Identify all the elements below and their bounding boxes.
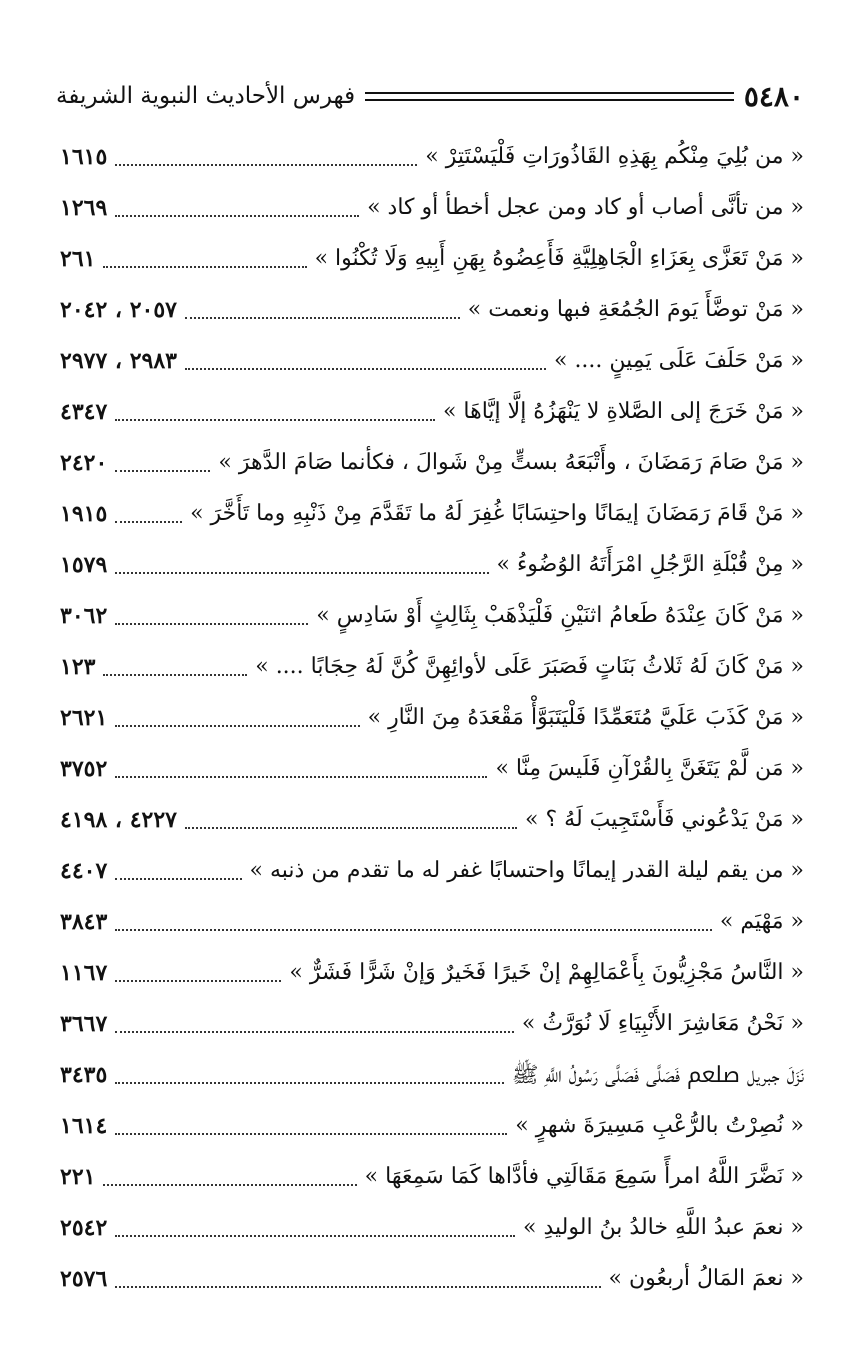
hadith-text: « مَنْ كَانَ عِنْدَهُ طَعامُ اثنَيْنِ فَلْيَذْهَبْ بِثَالِثٍ أَوْ سَادِسٍ »	[316, 603, 804, 628]
list-item	[60, 284, 804, 335]
dot-leader	[115, 164, 417, 166]
list-item	[60, 1151, 804, 1202]
dot-leader	[115, 623, 308, 625]
dot-leader	[185, 827, 517, 829]
hadith-text: « نُصِرْتُ بالرُّعْبِ مَسِيرَةَ شهرٍ »	[515, 1113, 804, 1138]
list-item	[60, 335, 804, 386]
dot-leader	[115, 215, 359, 217]
hadith-refs: ٢٥٤٢	[60, 1214, 108, 1241]
dot-leader	[115, 980, 281, 982]
list-item	[60, 692, 804, 743]
list-item	[60, 845, 804, 896]
header-rule	[365, 92, 734, 101]
hadith-text: « نَحْنُ مَعَاشِرَ الأَنْبِيَاءِ لَا نُوَرَّثُ »	[521, 1011, 804, 1036]
hadith-refs: ٢٩٨٣ ، ٢٩٧٧	[60, 347, 177, 374]
dot-leader	[115, 419, 435, 421]
hadith-text: « مِنْ قُبْلَةِ الرَّجُلِ امْرَأَتَهُ الوُضُوءُ »	[496, 552, 804, 577]
dot-leader	[115, 725, 359, 727]
list-item	[60, 743, 804, 794]
hadith-text: « مَنْ كَذَبَ عَلَيَّ مُتَعَمِّدًا فَلْيَتَبَوَّأْ مَقْعَدَهُ مِنَ النَّارِ »	[367, 705, 804, 730]
hadith-refs: ٢٢١	[60, 1163, 96, 1190]
page-number: ٥٤٨٠	[743, 79, 804, 113]
hadith-text: « نعمَ المَالُ أربعُون »	[608, 1266, 804, 1291]
hadith-text: « مَنْ حَلَفَ عَلَى يَمِينٍ .... »	[553, 348, 804, 373]
hadith-refs: ١٢٦٩	[60, 194, 108, 221]
hadith-refs: ٣٨٤٣	[60, 908, 108, 935]
hadith-index-list	[60, 131, 804, 1304]
hadith-refs: ٣٤٣٥	[60, 1061, 108, 1088]
hadith-text: « مَنْ قَامَ رَمَضَانَ إيمَانًا واحتِسَابًا غُفِرَ لَهُ ما تَقَدَّمَ مِنْ ذَنْبِهِ وما تَأَخَّرَ »	[190, 501, 804, 526]
list-item	[60, 386, 804, 437]
dot-leader	[115, 776, 487, 778]
dot-leader	[103, 266, 306, 268]
dot-leader	[115, 929, 712, 931]
hadith-refs: ٤٤٠٧	[60, 857, 108, 884]
list-item	[60, 233, 804, 284]
dot-leader	[115, 572, 488, 574]
hadith-text: « نعمَ عبدُ اللَّهِ خالدُ بنُ الوليدِ »	[523, 1215, 804, 1240]
dot-leader	[115, 878, 241, 880]
hadith-text: « النَّاسُ مَجْزِيُّونَ بِأَعْمَالِهِمْ إنْ خَيرًا فَخَيرٌ وَإنْ شَرًّا فَشَرٌّ »	[289, 960, 804, 985]
hadith-text: « مَنْ يَدْعُوني فَأَسْتَجِيبَ لَهُ ؟ »	[525, 807, 804, 832]
hadith-text: « من يقم ليلة القدر إيمانًا واحتسابًا غفر له ما تقدم من ذنبه »	[249, 858, 804, 883]
list-item	[60, 998, 804, 1049]
list-item	[60, 131, 804, 182]
hadith-refs: ٢٥٧٦	[60, 1265, 108, 1292]
list-item	[60, 896, 804, 947]
list-item	[60, 488, 804, 539]
page-header	[56, 76, 804, 116]
hadith-refs: ٣٧٥٢	[60, 755, 108, 782]
hadith-refs: ٣٦٦٧	[60, 1010, 108, 1037]
hadith-refs: ١٥٧٩	[60, 551, 108, 578]
hadith-text: « من تأنَّى أصاب أو كاد ومن عجل أخطأ أو كاد »	[367, 195, 804, 220]
list-item	[60, 1049, 804, 1100]
dot-leader	[103, 1184, 356, 1186]
dot-leader	[115, 1286, 600, 1288]
running-title: فهرس الأحاديث النبوية الشريفة	[56, 83, 356, 109]
hadith-text: « من بُلِيَ مِنْكُم بِهَذِهِ القَاذُورَاتِ فَلْيَسْتَتِرْ »	[425, 144, 804, 169]
hadith-refs: ١٢٣	[60, 653, 96, 680]
hadith-refs: ٣٠٦٢	[60, 602, 108, 629]
dot-leader	[115, 1133, 507, 1135]
hadith-text: « مَنْ كَانَ لَهُ ثَلاثُ بَنَاتٍ فَصَبَرَ عَلَى لأوائِهِنَّ كُنَّ لَهُ حِجَابًا .... »	[255, 654, 804, 679]
hadith-text: « مَنْ توضَّأَ يَومَ الجُمُعَةِ فبها ونعمت »	[467, 297, 804, 322]
dot-leader	[115, 1082, 504, 1084]
dot-leader	[185, 317, 460, 319]
hadith-refs: ٤٣٤٧	[60, 398, 108, 425]
dot-leader	[115, 1235, 515, 1237]
hadith-refs: ٤٢٢٧ ، ٤١٩٨	[60, 806, 177, 833]
list-item	[60, 794, 804, 845]
hadith-refs: ٢٠٥٧ ، ٢٠٤٢	[60, 296, 177, 323]
dot-leader	[115, 470, 210, 472]
list-item	[60, 590, 804, 641]
list-item	[60, 1100, 804, 1151]
hadith-text: « مَنْ صَامَ رَمَضَانَ ، وأَتْبَعَهُ بستٍّ مِنْ شَوالَ ، فكأنما صَامَ الدَّهرَ »	[218, 450, 804, 475]
list-item	[60, 1253, 804, 1304]
hadith-text: « مَنْ تَعَزَّى بِعَزَاءِ الْجَاهِلِيَّةِ فَأَعِضُوهُ بِهَنِ أَبِيهِ وَلَا تُكْنُوا »	[314, 246, 804, 271]
hadith-refs: ١٦١٤	[60, 1112, 108, 1139]
dot-leader	[185, 368, 546, 370]
hadith-refs: ٢٦١	[60, 245, 96, 272]
hadith-refs: ٢٤٢٠	[60, 449, 108, 476]
hadith-text: « نَضَّرَ اللَّهُ امرأً سَمِعَ مَقَالَتِي فأدَّاها كَمَا سَمِعَهَا »	[364, 1164, 804, 1189]
list-item	[60, 947, 804, 998]
hadith-refs: ١٩١٥	[60, 500, 108, 527]
list-item	[60, 641, 804, 692]
hadith-refs: ١٦١٥	[60, 143, 108, 170]
hadith-refs: ٢٦٢١	[60, 704, 108, 731]
hadith-text: نَزَلَ جبريل ﷵ فَصَلَّى فَصَلَّى رَسُولُ اللَّهِ ﷺ	[511, 1062, 804, 1088]
list-item	[60, 1202, 804, 1253]
list-item	[60, 437, 804, 488]
hadith-refs: ١١٦٧	[60, 959, 108, 986]
dot-leader	[115, 1031, 514, 1033]
dot-leader	[103, 674, 247, 676]
hadith-text: « مَنْ خَرَجَ إلى الصَّلاةِ لا يَنْهَزُهُ إلَّا إيَّاهَا »	[442, 399, 804, 424]
list-item	[60, 539, 804, 590]
hadith-text: « مَهْيَم »	[719, 909, 804, 934]
hadith-text: « مَن لَّمْ يَتَغَنَّ بِالقُرْآنِ فَلَيسَ مِنَّا »	[495, 756, 804, 781]
dot-leader	[115, 521, 182, 523]
list-item	[60, 182, 804, 233]
